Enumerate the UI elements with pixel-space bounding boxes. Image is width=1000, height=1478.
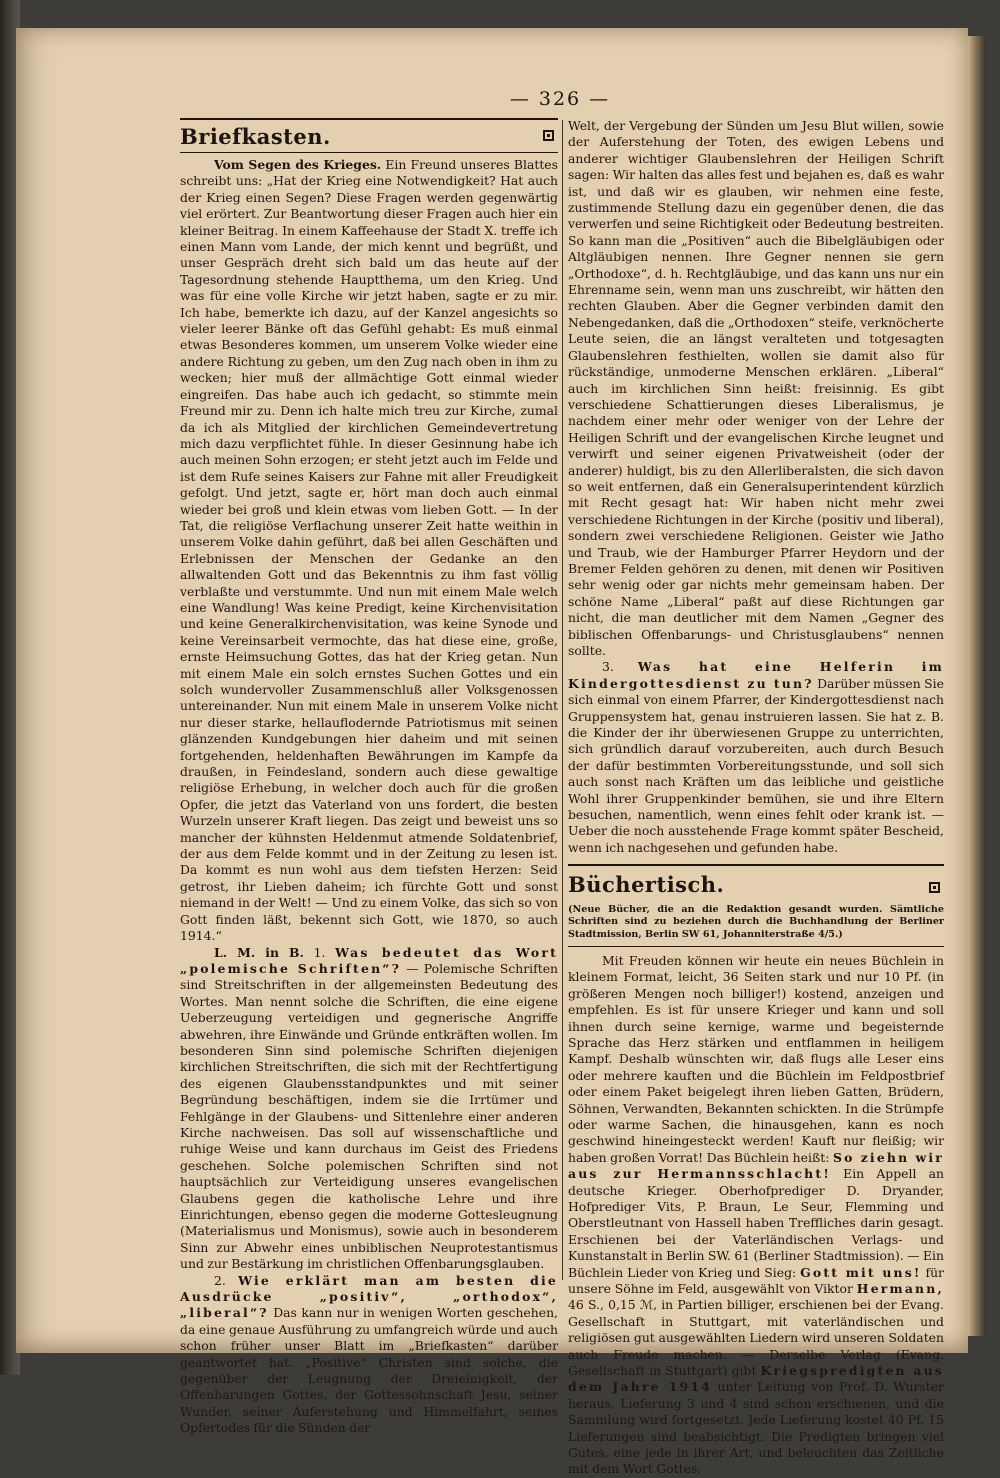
answer-2-paragraph [180,1273,558,1437]
answer-2-left: Das kann nur in wenigen Worten geschehen, da eine genaue Ausführung zu umfangreich würde und auch schon früher unser Blatt im „Briefkasten“ darüber geantwortet hat. „Positive“ Christen sind solche, die gegenüber der Leugnung der Dreieinigkeit, der Offenbarungen Gottes, der Gottessohnschaft Jesu, seiner Wunder, seiner Auferstehung und Himmelfahrt, seines Opfertodes für die Sünden der [180,1305,558,1436]
buechertisch-heading: Büchertisch. [568,872,725,898]
question-1-number: 1. [313,944,326,960]
briefkasten-heading-row [180,118,558,153]
answer-recipient: L. M. in B. [214,944,304,960]
ornament-square-icon [929,882,940,893]
column-divider [562,120,563,1280]
book-review-text-b: Ein Appell an deutsche Krieger. Oberhofprediger D. Dryander, Hofprediger Vits, P. Braun, Le Seur, Flemming und Oberstleutnant von Hassell haben Treffliches darin gesagt. Erschienen bei der Vaterländischen Verlags- und Kunstanstalt in Berlin SW. 61 (Berliner Stadtmission). — Ein Büchlein Lieder von Krieg und Sieg: [568,1166,944,1280]
question-3-number: 3. [602,659,614,675]
book-title-hermannsschlacht: So ziehn wir aus zur Hermannsschlacht! [568,1149,944,1182]
page-number: — 326 — [509,88,611,110]
book-review-text-c: für unsere Söhne im Feld, ausgewählt von Viktor [568,1264,944,1297]
book-review-text-d: 46 S., 0,15 ℳ, in Partien billiger, erschienen bei der Evang. Gesellschaft in Stuttgart, mit vaterländischen und religiösen gut ausgewählten Liedern wird unseren Soldaten auch Freude machen. — Derselbe Verlag (Evang. Gesellschaft in Stuttgart) gibt [568,1297,944,1379]
letter-vom-segen [180,157,558,945]
question-1: Was bedeutet das Wort „polemische Schriften“? [180,944,558,976]
answer-3-paragraph [568,659,944,856]
answer-2-continued: Welt, der Vergebung der Sünden um Jesu Blut willen, sowie der Auferstehung der Toten, des ewigen Lebens und anderer wichtiger Glaubenslehren der Heiligen Schrift sagen: Wir halten das alles fest und bejahen es, daß es wahr ist, und daß wir es glauben, wir nehmen eine feste, zustimmende Stellung dazu ein gegenüber denen, die das verwerfen und seine Richtigkeit oder Bedeutung bestreiten. So kann man die „Positiven“ auch die Bibelgläubigen oder Altgläubigen nennen. Ihre Gegner nennen sie gern „Orthodoxe“, d. h. Rechtgläubige, und das kann uns nur ein Ehrenname sein, wenn man uns zuschreibt, wir hätten den rechten Glauben. Aber die Gegner verbinden damit den Nebengedanken, daß die „Orthodoxen“ steife, verknöcherte Leute seien, die an längst veralteten und totgesagten Glaubenslehren festhielten, wollen sie damit also für rückständige, unmoderne Menschen erklären. „Liberal“ auch im kirchlichen Sinn heißt: freisinnig. Es gibt verschiedene Schattierungen dieses Liberalismus, je nachdem einer mehr oder weniger von der Lehre der Heiligen Schrift und der evangelischen Kirche leugnet und verwirft und seiner eigenen Privatweisheit (oder der anderer) huldigt, bis zu den Allerliberalsten, die sich davon so weit entfernen, daß ein Generalsuperintendent kürzlich mit Recht gesagt hat: Wir haben nicht mehr zwei verschiedene Richtungen in der Kirche (positiv und liberal), sondern zwei verschiedene Religionen. Geister wie Jatho und Traub, wie der Hamburger Pfarrer Heydorn und der Bremer Felden gehören zu denen, mit denen wir Positiven sehr wenig oder gar nichts mehr gemeinsam haben. Der schöne Name „Liberal“ paßt auf diese Richtungen gar nicht, die man deutlicher mit dem Namen „Gegner des biblischen Offenbarungs- und Christusglaubens“ nennen sollte. [568,118,944,658]
right-column [568,118,944,1478]
section-divider [568,856,944,866]
book-review-text-a: Mit Freuden können wir heute ein neues Büchlein in kleinem Format, leicht, 36 Seiten stark und nur 10 Pf. (in größeren Mengen noch billiger!) kostend, anzeigen und empfehlen. Es ist für unsere Krieger und kann und soll ihnen durch seine kernige, warme und begeisternde Sprache das Herz stärken und entflammen in heiligem Kampf. Deshalb wünschten wir, daß flugs alle Leser eins oder mehrere kauften und die Büchlein im Feldpostbrief oder einem Paket beigelegt ihren lieben Gatten, Brüdern, Söhnen, Verwandten, Bekannten schickten. In die Strümpfe oder warme Sachen, die hinausgehen, kann es noch geschwind hineingesteckt werden! Kauft nur fleißig; wir haben großen Vorrat! Das Büchlein heißt: [568,952,944,1165]
book-title-kriegspredigten: Kriegspredigten aus dem Jahre 1914 [568,1363,944,1395]
question-3: Was hat eine Helferin im Kindergottesdienst zu tun? [568,659,944,691]
book-review-paragraph [568,953,944,1478]
buechertisch-notice: (Neue Bücher, die an die Redaktion gesandt wurden. Sämtliche Schriften sind zu beziehen durch die Buchhandlung der Berliner Stadtmission, Berlin SW 61, Johanniterstraße 4/5.) [568,904,944,947]
book-author: Hermann, [856,1281,944,1297]
left-column [180,118,558,1437]
answer-1: — Polemische Schriften sind Streitschriften in der allgemeinsten Bedeutung des Wortes. Man nennt solche die Schriften, die eine eigene Ueberzeugung verteidigen und gegnerische Angriffe abwehren, ihre Einwände und Gründe entkräften wollen. Im besonderen Sinn sind polemische Schriften diejenigen kirchlichen Streitschriften, die sich mit der Rechtfertigung des eigenen Glaubensstandpunktes und mit seiner Begründung beschäftigen, indem sie die Irrtümer und Fehlgänge in der Glaubens- und Sittenlehre einer anderen Kirche nachweisen. Das soll auf wissenschaftliche und ruhige Weise und kann durchaus im Geist des Friedens geschehen. Solche polemischen Schriften sind not hauptsächlich zur Verteidigung unseres evangelischen Glaubens gegen die katholische Lehre und ihre Einrichtungen, ebenso gegen die moderne Gottesleugnung (Materialismus und Monismus), sowie auch in besonderem Sinn zur Abwehr eines unbiblischen Neuprotestantismus und zur Bestärkung im christlichen Offenbarungsglauben. [180,960,559,1272]
question-2-number: 2. [214,1272,226,1288]
answer-3: Darüber müssen Sie sich einmal von einem Pfarrer, der Kindergottesdienst nach Gruppensystem hat, genau instruieren lassen. Sie hat z. B. die Kinder der ihr überwiesenen Gruppe zu unterrichten, sich gründlich darauf vorzubereiten, auch durch Besuch der dafür bestimmten Vorbereitungsstunde, und soll sich auch sonst nach Kräften um das leibliche und geistliche Wohl ihrer Gruppenkinder bemühen, sie und ihre Eltern besuchen, namentlich, wenn eines fehlt oder krank ist. — Ueber die noch ausstehende Frage kommt später Bescheid, wenn ich nachgesehen und gefunden habe. [568,675,944,855]
page-stack-edge [968,36,986,1336]
buechertisch-heading-row [568,872,944,900]
question-2: Wie erklärt man am besten die Ausdrücke „positiv“, „orthodox“, „liberal“? [180,1272,558,1321]
book-title-gott-mit-uns: Gott mit uns! [800,1264,922,1280]
book-review-text-e: unter Leitung von Prof. D. Wurster heraus. Lieferung 3 und 4 sind schon erschienen, und die Sammlung wird fortgesetzt. Jede Lieferung kostet 40 Pf. 15 Lieferungen sind beabsichtigt. Die Predigten bringen viel Gutes, eine jede in ihrer Art, und beleuchten das Zeitliche mit dem Wort Gottes. [568,1379,944,1477]
briefkasten-heading: Briefkasten. [180,124,331,149]
letter-text: Ein Freund unseres Blattes schreibt uns: „Hat der Krieg eine Notwendigkeit? Hat auch der Krieg einen Segen? Diese Fragen werden gegenwärtig viel erörtert. Zur Beantwortung dieser Fragen auch hier ein kleiner Beitrag. In einem Kaffeehause der Stadt X. treffe ich einen Mann vom Lande, der mich kennt und begrüßt, und unser Gespräch dreht sich bald um das heute auf der Tagesordnung stehende Hauptthema, um den Krieg. Und was für eine volle Kirche wir jetzt haben, sagte er zu mir. Ich habe, bemerkte ich dazu, auf der Kanzel angesichts so vieler leerer Bänke oft das Gefühl gehabt: Es muß einmal etwas Besonderes kommen, um unserem Volke wieder eine andere Richtung zu geben, um den Zug nach oben in ihm zu wecken; hier muß der allmächtige Gott einmal wieder eingreifen. Das habe auch ich gedacht, so stimmte mein Freund mir zu. Denn ich halte mich treu zur Kirche, zumal da ich als Mitglied der kirchlichen Gemeindevertretung mich dazu verpflichtet fühle. In dieser Gesinnung habe ich auch meinen Sohn erzogen; er steht jetzt auch im Felde und ist dem Rufe seines Kaisers zur Fahne mit aller Freudigkeit gefolgt. Und jetzt, sagte er, hört man doch auch einmal wieder bei groß und klein etwas vom lieben Gott. — In der Tat, die religiöse Verflachung unserer Zeit hatte weithin in unserem Volke dahin geführt, daß bei allen Geschäften und Erlebnissen der Menschen der Gedanke an den allwaltenden Gott und das Bekenntnis zu ihm fast völlig verblaßte und verstummte. Und nun mit einem Male welch eine Wandlung! Was keine Predigt, keine Kirchenvisitation und keine Generalkirchenvisitation, was keine Synode und keine Vereinsarbeit vermochte, das hat diese eine, große, ernste Heimsuchung Gottes, das hat der Krieg getan. Nun mit einem Male ein solch ernstes Suchen Gottes und ein solch wundervoller Zusammenschluß aller Volksgenossen untereinander. Nun mit einem Male in unserem Volke nicht nur dieser starke, hellauflodernde Patriotismus mit seinen glänzenden Kundgebungen hier daheim und mit seinen fortgehenden, heldenhaften Bewährungen im Kampfe da draußen, in Feindesland, sondern auch diese gewaltige religiöse Erhebung, in welcher doch auch für die großen Opfer, die jetzt das Vaterland von uns fordert, die besten Wurzeln unserer Kraft liegen. Das zeigt und beweist uns so mancher der kühnsten Heldenmut atmende Soldatenbrief, der aus dem Felde kommt und in der Zeitung zu lesen ist. Da kommt es nun wohl aus dem tiefsten Herzen: Seid getrost, ihr Lieben daheim; ich fürchte Gott und sonst niemand in der Welt! — Und zu einem Volke, das sich so von Gott finden läßt, bekennt sich Gott, wie 1870, so auch 1914.“ [180,157,558,944]
letter-lead: Vom Segen des Krieges. [214,157,382,172]
ornament-square-icon [543,130,554,141]
answer-lm-in-b [180,945,558,1273]
